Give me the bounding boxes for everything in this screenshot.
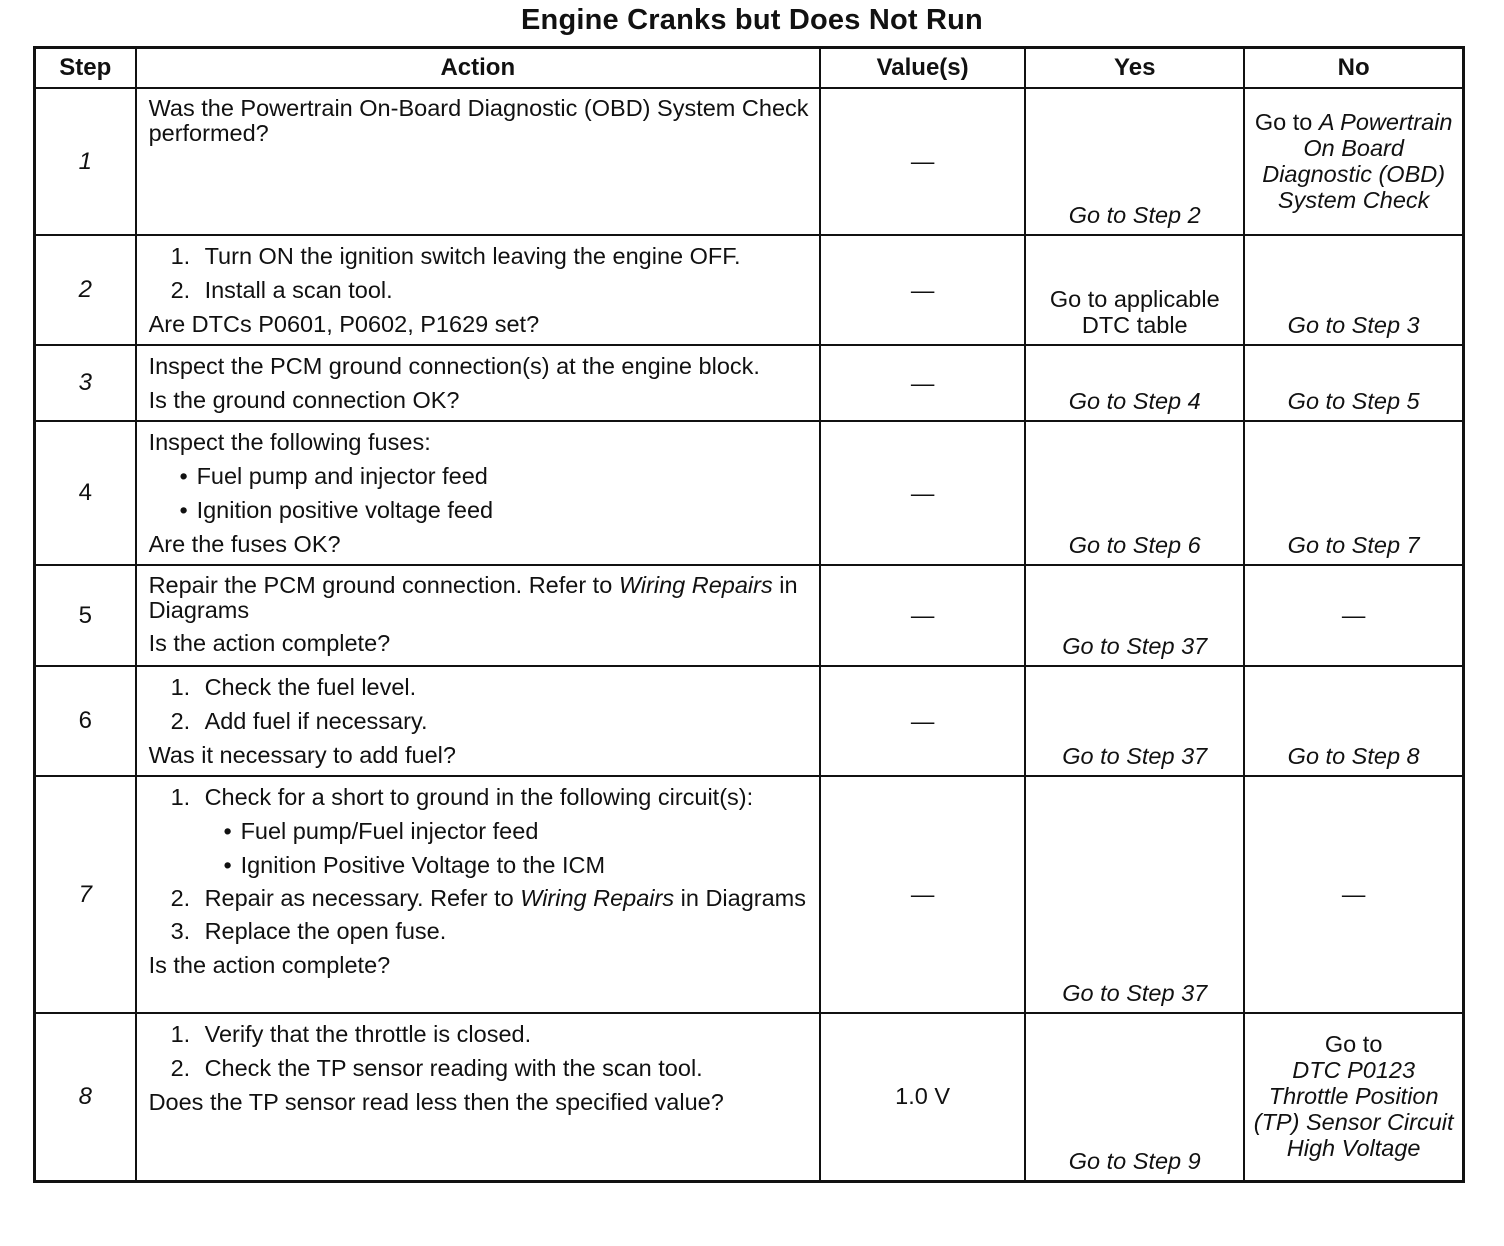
bullet-item bbox=[149, 497, 809, 524]
bullet-icon: • bbox=[179, 497, 188, 523]
value-cell: — bbox=[820, 235, 1025, 345]
action-text: Was the Powertrain On-Board Diagnostic (OBD) System Check performed? bbox=[148, 95, 809, 146]
action-text: Inspect the PCM ground connection(s) at the engine block. bbox=[148, 353, 760, 379]
action-question: Is the ground connection OK? bbox=[148, 387, 460, 413]
no-prefix: Go to bbox=[1254, 108, 1319, 135]
value-cell: — bbox=[820, 88, 1025, 235]
sub-bullet-item bbox=[149, 818, 809, 845]
step-number: 4 bbox=[35, 421, 136, 565]
numbered-item bbox=[149, 708, 809, 735]
action-question: Are the fuses OK? bbox=[148, 531, 341, 557]
item-text: Add fuel if necessary. bbox=[204, 708, 428, 734]
action-cell bbox=[136, 235, 820, 345]
bullet-icon: • bbox=[223, 852, 232, 878]
no-cell[interactable] bbox=[1244, 88, 1463, 235]
item-text: Check the TP sensor reading with the scan tool. bbox=[204, 1055, 703, 1081]
action-question: Are DTCs P0601, P0602, P1629 set? bbox=[148, 311, 540, 337]
header-step: Step bbox=[35, 48, 136, 89]
step-number: 2 bbox=[35, 235, 136, 345]
action-text-pre: Repair the PCM ground connection. Refer to bbox=[148, 572, 619, 598]
yes-cell[interactable]: Go to Step 37 bbox=[1025, 666, 1244, 776]
value-cell: — bbox=[820, 565, 1025, 666]
no-cell: — bbox=[1244, 776, 1463, 1013]
table-row bbox=[35, 666, 1464, 776]
item-text: Check for a short to ground in the following circuit(s): bbox=[204, 784, 754, 810]
action-cell bbox=[136, 1013, 820, 1181]
numbered-item bbox=[149, 784, 809, 811]
item-text-post: in Diagrams bbox=[674, 885, 807, 911]
bullet-text: Fuel pump and injector feed bbox=[196, 463, 488, 489]
item-number: 1. bbox=[170, 1021, 191, 1047]
item-text-pre: Repair as necessary. Refer to bbox=[204, 885, 521, 911]
no-cell[interactable]: Go to Step 7 bbox=[1244, 421, 1463, 565]
bullet-text: Fuel pump/Fuel injector feed bbox=[240, 818, 539, 844]
table-row bbox=[35, 1013, 1464, 1181]
bullet-icon: • bbox=[179, 463, 188, 489]
action-cell bbox=[136, 421, 820, 565]
step-number: 3 bbox=[35, 345, 136, 421]
bullet-text: Ignition Positive Voltage to the ICM bbox=[240, 852, 606, 878]
step-number: 1 bbox=[35, 88, 136, 235]
header-yes: Yes bbox=[1025, 48, 1244, 89]
step-number: 7 bbox=[35, 776, 136, 1013]
step-number: 5 bbox=[35, 565, 136, 666]
page-title: Engine Cranks but Does Not Run bbox=[521, 4, 983, 36]
action-cell bbox=[136, 345, 820, 421]
step-number: 6 bbox=[35, 666, 136, 776]
action-text bbox=[149, 573, 809, 623]
item-number: 2. bbox=[170, 885, 191, 911]
bullet-item bbox=[149, 463, 809, 490]
action-text: Inspect the following fuses: bbox=[148, 429, 431, 455]
no-cell: — bbox=[1244, 565, 1463, 666]
action-cell bbox=[136, 776, 820, 1013]
item-text: Install a scan tool. bbox=[204, 277, 393, 303]
action-cell bbox=[136, 88, 820, 235]
item-text: Turn ON the ignition switch leaving the engine OFF. bbox=[204, 243, 741, 269]
item-text: Verify that the throttle is closed. bbox=[204, 1021, 532, 1047]
action-question: Is the action complete? bbox=[148, 630, 391, 656]
bullet-icon: • bbox=[223, 818, 232, 844]
value-cell: — bbox=[820, 421, 1025, 565]
item-number: 2. bbox=[170, 277, 191, 303]
yes-cell[interactable]: Go to Step 9 bbox=[1025, 1013, 1244, 1181]
yes-cell[interactable]: Go to applicable DTC table bbox=[1025, 235, 1244, 345]
sub-bullet-item bbox=[149, 852, 809, 879]
numbered-item bbox=[149, 674, 809, 701]
no-link[interactable]: DTC P0123 Throttle Position (TP) Sensor Circuit High Voltage bbox=[1253, 1056, 1454, 1161]
item-number: 2. bbox=[170, 1055, 191, 1081]
no-prefix: Go to bbox=[1324, 1030, 1383, 1057]
numbered-item bbox=[149, 1021, 809, 1048]
no-cell[interactable]: Go to Step 5 bbox=[1244, 345, 1463, 421]
action-question: Does the TP sensor read less then the specified value? bbox=[148, 1089, 724, 1115]
no-cell[interactable]: Go to Step 3 bbox=[1244, 235, 1463, 345]
numbered-item bbox=[149, 243, 809, 270]
numbered-item bbox=[149, 918, 809, 945]
wiring-repairs-ref[interactable]: Wiring Repairs bbox=[520, 885, 675, 911]
bullet-text: Ignition positive voltage feed bbox=[196, 497, 494, 523]
table-row bbox=[35, 776, 1464, 1013]
action-text-post: in Diagrams bbox=[148, 572, 798, 623]
no-cell[interactable] bbox=[1244, 1013, 1463, 1181]
header-row bbox=[35, 48, 1464, 89]
diagnostic-table bbox=[33, 46, 1465, 1183]
yes-cell[interactable]: Go to Step 4 bbox=[1025, 345, 1244, 421]
action-cell bbox=[136, 666, 820, 776]
numbered-item bbox=[149, 1055, 809, 1082]
item-number: 2. bbox=[170, 708, 191, 734]
numbered-item bbox=[149, 886, 809, 911]
item-number: 1. bbox=[170, 243, 191, 269]
value-cell: — bbox=[820, 666, 1025, 776]
header-no: No bbox=[1244, 48, 1463, 89]
table-row bbox=[35, 565, 1464, 666]
item-number: 1. bbox=[170, 674, 191, 700]
action-cell bbox=[136, 565, 820, 666]
yes-cell[interactable]: Go to Step 37 bbox=[1025, 565, 1244, 666]
numbered-item bbox=[149, 277, 809, 304]
value-cell: — bbox=[820, 776, 1025, 1013]
action-question: Was it necessary to add fuel? bbox=[148, 742, 456, 768]
step-number: 8 bbox=[35, 1013, 136, 1181]
table-row bbox=[35, 345, 1464, 421]
table-row bbox=[35, 421, 1464, 565]
yes-cell[interactable]: Go to Step 37 bbox=[1025, 776, 1244, 1013]
header-values: Value(s) bbox=[820, 48, 1025, 89]
no-cell[interactable]: Go to Step 8 bbox=[1244, 666, 1463, 776]
item-number: 3. bbox=[170, 918, 191, 944]
item-text: Replace the open fuse. bbox=[204, 918, 447, 944]
header-action: Action bbox=[136, 48, 820, 89]
yes-cell[interactable]: Go to Step 2 bbox=[1025, 88, 1244, 235]
action-question: Is the action complete? bbox=[148, 952, 391, 978]
wiring-repairs-ref[interactable]: Wiring Repairs bbox=[618, 572, 773, 598]
item-text: Check the fuel level. bbox=[204, 674, 417, 700]
table-row bbox=[35, 88, 1464, 235]
yes-cell[interactable]: Go to Step 6 bbox=[1025, 421, 1244, 565]
value-cell: 1.0 V bbox=[820, 1013, 1025, 1181]
table-row bbox=[35, 235, 1464, 345]
item-number: 1. bbox=[170, 784, 191, 810]
no-link[interactable]: A Powertrain On Board Diagnostic (OBD) System Check bbox=[1262, 108, 1453, 213]
value-cell: — bbox=[820, 345, 1025, 421]
